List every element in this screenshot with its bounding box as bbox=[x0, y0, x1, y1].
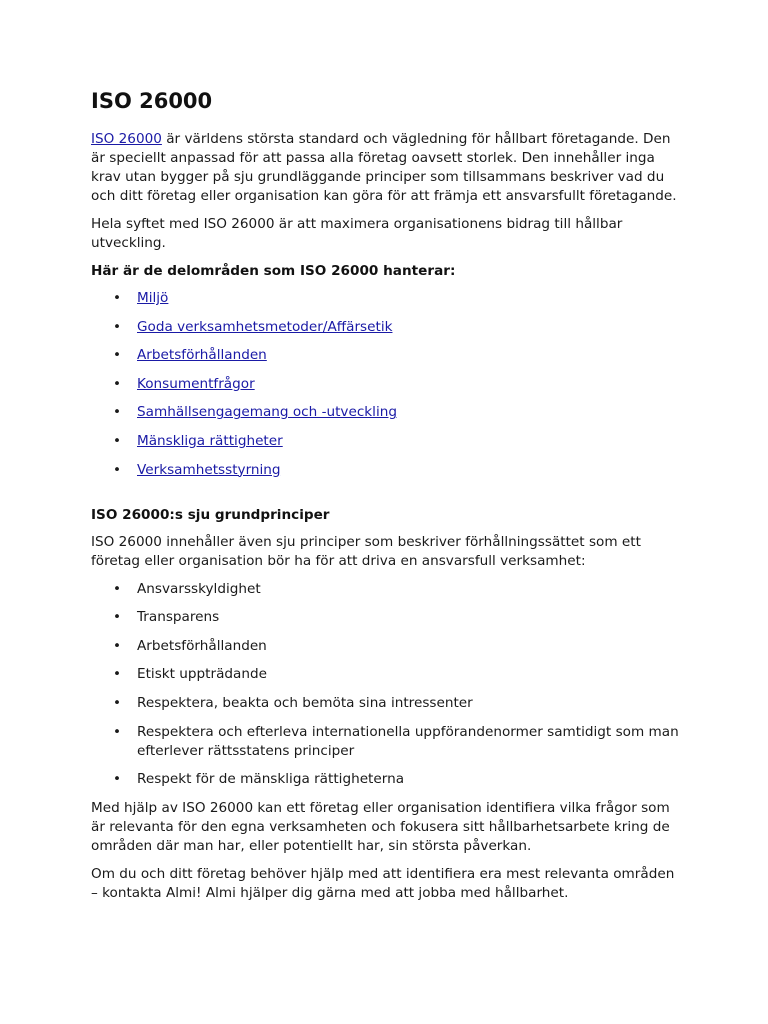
list-item bbox=[91, 375, 681, 394]
bullet-icon: • bbox=[113, 771, 122, 788]
list-item bbox=[91, 432, 681, 451]
bullet-icon: • bbox=[113, 723, 122, 740]
list-item bbox=[91, 346, 681, 365]
bullet-icon: • bbox=[113, 432, 122, 449]
bullet-icon: • bbox=[113, 290, 122, 306]
principle-text: Respektera, beakta och bemöta sina intressenter bbox=[137, 694, 473, 711]
list-item bbox=[91, 637, 681, 656]
list-item bbox=[91, 403, 681, 422]
bullet-icon: • bbox=[113, 637, 122, 654]
bullet-icon: • bbox=[113, 694, 122, 711]
areas-heading: Här är de delområden som ISO 26000 hanterar: bbox=[91, 263, 456, 279]
closing-paragraph-1: Med hjälp av ISO 26000 kan ett företag eller organisation identifiera vilka frågor som är relevanta för den egna verksamheten och fokusera sitt hållbarhetsarbete kring de områden där man har, eller potentiellt har, sin största påverkan. bbox=[91, 799, 670, 854]
list-item bbox=[91, 608, 681, 627]
principle-text: Arbetsförhållanden bbox=[137, 637, 267, 654]
list-item bbox=[91, 665, 681, 684]
list-item bbox=[91, 770, 681, 789]
area-link-affarsetik[interactable]: Goda verksamhetsmetoder/Affärsetik bbox=[137, 318, 393, 335]
area-link-verksamhetsstyrning[interactable]: Verksamhetsstyrning bbox=[137, 461, 281, 478]
principles-heading: ISO 26000:s sju grundprinciper bbox=[91, 506, 330, 523]
area-link-samhallsengagemang[interactable]: Samhällsengagemang och -utveckling bbox=[137, 404, 397, 421]
intro-paragraph bbox=[91, 130, 681, 206]
area-link-konsumentfragor[interactable]: Konsumentfrågor bbox=[137, 375, 255, 392]
principle-text: Respekt för de mänskliga rättigheterna bbox=[137, 771, 405, 788]
area-link-manskliga-rattigheter[interactable]: Mänskliga rättigheter bbox=[137, 432, 283, 449]
iso-26000-link[interactable]: ISO 26000 bbox=[91, 131, 162, 147]
bullet-icon: • bbox=[113, 609, 122, 626]
areas-list bbox=[91, 289, 681, 480]
intro-text: är världens största standard och vägledning för hållbart företagande. Den är speciellt anpassad för att passa alla företag oavsett storlek. Den innehåller inga krav utan bygger på sju grundläggande principer som tillsammans beskriver vad du och ditt företag eller organisation kan göra för att främja ett ansvarsfullt företagande. bbox=[91, 131, 677, 204]
closing-paragraph-2: Om du och ditt företag behöver hjälp med att identifiera era mest relevanta områden – kontakta Almi! Almi hjälper dig gärna med att jobba med hållbarhet. bbox=[91, 865, 675, 901]
bullet-icon: • bbox=[113, 580, 122, 597]
bullet-icon: • bbox=[113, 375, 122, 392]
list-item bbox=[91, 694, 681, 713]
list-item bbox=[91, 289, 681, 308]
principle-text: Etiskt uppträdande bbox=[137, 666, 267, 683]
list-item bbox=[91, 723, 681, 761]
principle-text: Ansvarsskyldighet bbox=[137, 580, 261, 597]
list-item bbox=[91, 318, 681, 337]
area-link-arbetsforhallanden[interactable]: Arbetsförhållanden bbox=[137, 347, 267, 364]
area-link-miljo[interactable]: Miljö bbox=[137, 290, 169, 306]
bullet-icon: • bbox=[113, 461, 122, 478]
principles-list bbox=[91, 580, 681, 790]
list-item bbox=[91, 580, 681, 599]
document-page bbox=[91, 86, 681, 912]
bullet-icon: • bbox=[113, 318, 122, 335]
principle-text: Respektera och efterleva internationella uppförandenormer samtidigt som man efterlever rättsstatens principer bbox=[137, 723, 679, 759]
bullet-icon: • bbox=[113, 347, 122, 364]
principle-text: Transparens bbox=[137, 609, 220, 626]
purpose-paragraph: Hela syftet med ISO 26000 är att maximera organisationens bidrag till hållbar utveckling. bbox=[91, 216, 623, 251]
list-item bbox=[91, 461, 681, 480]
bullet-icon: • bbox=[113, 404, 122, 421]
page-title: ISO 26000 bbox=[91, 89, 213, 113]
principles-intro: ISO 26000 innehåller även sju principer som beskriver förhållningssättet som ett företag eller organisation bör ha för att driva en ansvarsfull verksamhet: bbox=[91, 533, 641, 569]
bullet-icon: • bbox=[113, 666, 122, 683]
